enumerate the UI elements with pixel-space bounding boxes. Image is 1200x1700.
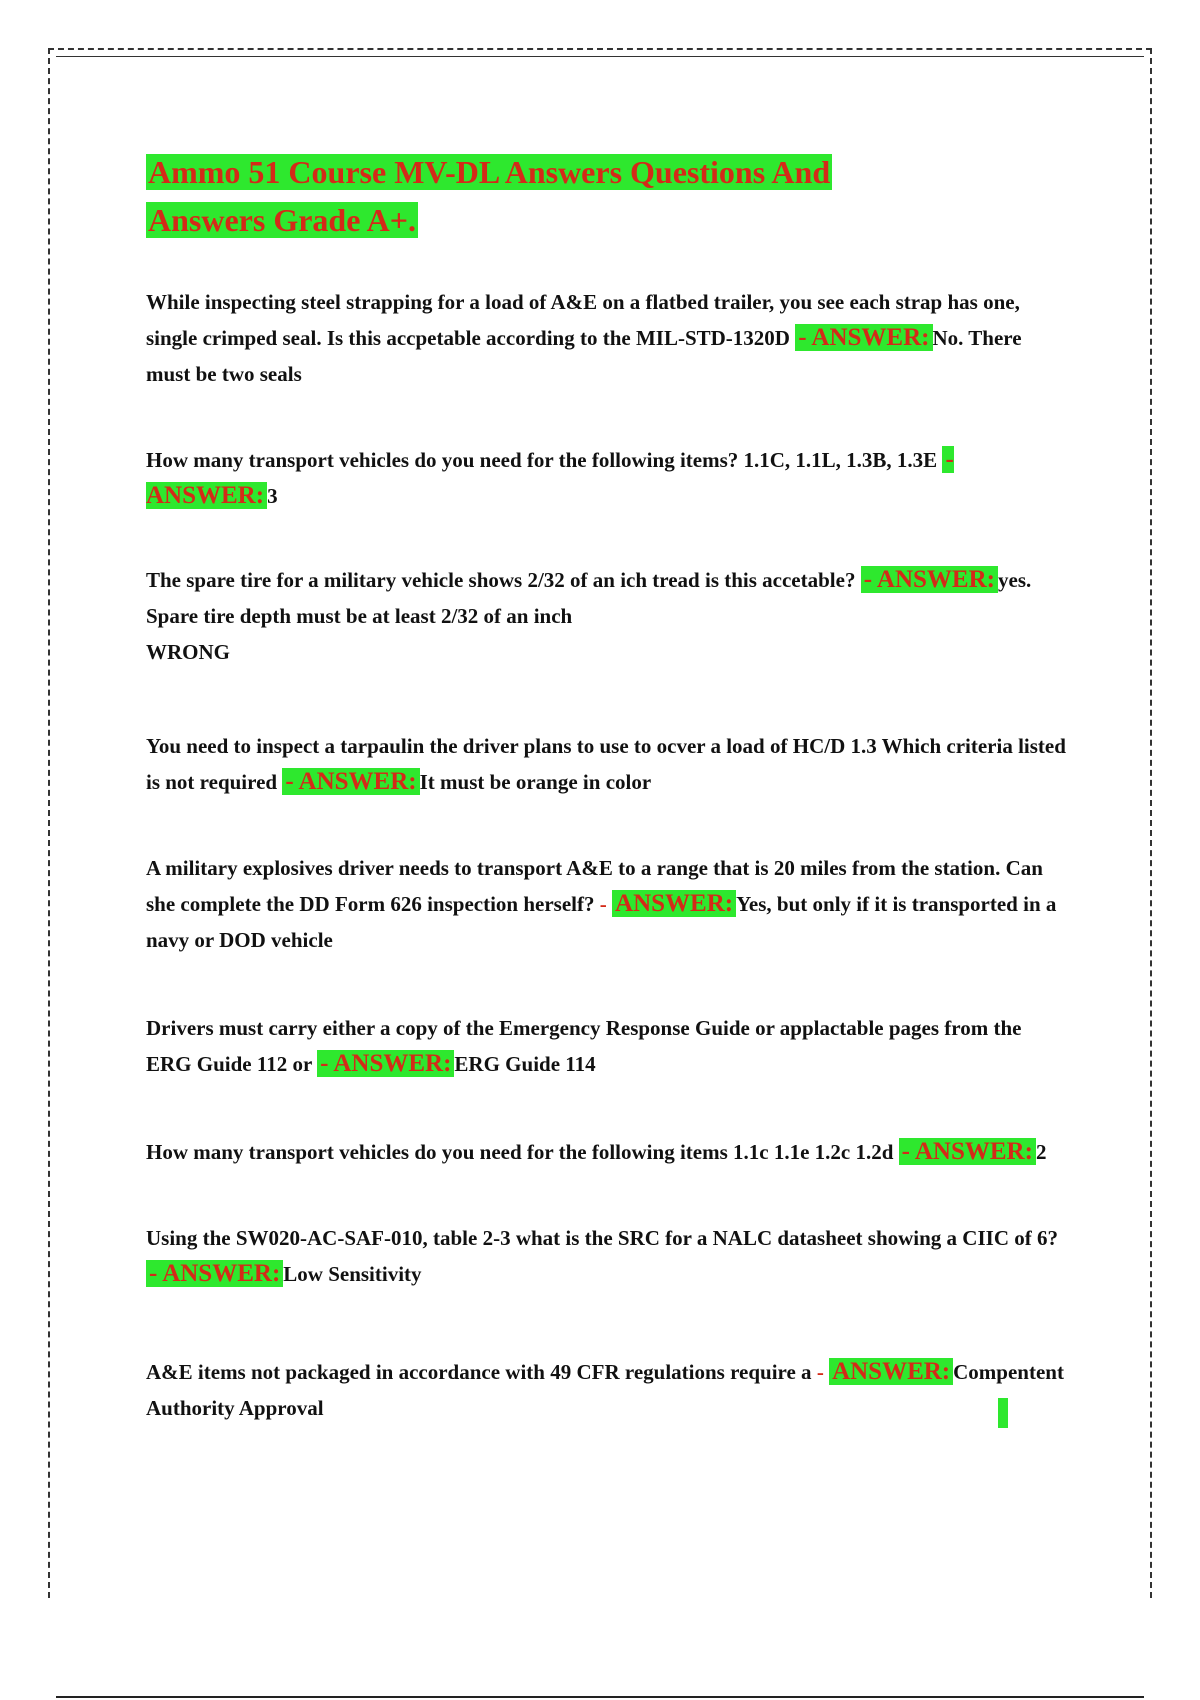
question-text: You need to inspect a tarpaulin the driver plans to use to ocver a load of HC/D 1.3 Which criteria listed is not required	[146, 734, 1066, 794]
qa-item	[146, 1220, 1066, 1292]
question-text: Using the SW020-AC-SAF-010, table 2-3 what is the SRC for a NALC datasheet showing a CIIC of 6?	[146, 1226, 1058, 1250]
answer-text: yes. Spare tire depth must be at least 2/32 of an inch	[146, 568, 1032, 628]
answer-note: WRONG	[146, 640, 230, 664]
question-text: A military explosives driver needs to transport A&E to a range that is 20 miles from the station. Can she complete the DD Form 626 inspection herself?	[146, 856, 1043, 916]
document-body	[146, 148, 1066, 1426]
answer-marker: - ANSWER:	[146, 446, 954, 509]
answer-text: 2	[1035, 1140, 1047, 1164]
question-text: How many transport vehicles do you need for the following items? 1.1C, 1.1L, 1.3B, 1.3E	[146, 448, 938, 472]
answer-text: Yes, but only if it is transported in a navy or DOD vehicle	[146, 892, 1057, 952]
question-text: How many transport vehicles do you need for the following items 1.1c 1.1e 1.2c 1.2d	[146, 1140, 894, 1164]
answer-text: 3	[267, 484, 278, 508]
answer-text: Low Sensitivity	[283, 1262, 422, 1286]
document-title: Ammo 51 Course MV-DL Answers Questions And Answers Grade A+.	[148, 154, 831, 238]
qa-item	[146, 562, 1066, 670]
answer-text: It must be orange in color	[419, 770, 652, 794]
answer-marker: - ANSWER:	[899, 1138, 1036, 1165]
qa-item	[146, 728, 1066, 800]
answer-marker: - ANSWER:	[861, 566, 998, 593]
answer-marker: - ANSWER:	[795, 324, 932, 351]
answer-text: No. There must be two seals	[146, 326, 1022, 386]
question-text: Drivers must carry either a copy of the Emergency Response Guide or applactable pages from the ERG Guide 112 or	[146, 1016, 1022, 1076]
answer-marker: - ANSWER:	[146, 1260, 283, 1287]
answer-marker: - ANSWER:	[317, 1050, 454, 1077]
question-text: While inspecting steel strapping for a load of A&E on a flatbed trailer, you see each strap has one, single crimped seal. Is this accpetable according to the MIL-STD-1320D	[146, 290, 1020, 350]
qa-item	[146, 1134, 1066, 1170]
question-text: A&E items not packaged in accordance with 49 CFR regulations require a	[146, 1360, 812, 1384]
footer-rule	[56, 1696, 1144, 1698]
qa-item	[146, 1010, 1066, 1082]
answer-marker: ANSWER:	[612, 890, 736, 917]
question-text: The spare tire for a military vehicle shows 2/32 of an ich tread is this accetable?	[146, 568, 856, 592]
qa-item: A military explosives driver needs to transport A&E to a range that is 20 miles from the station. Can she complete the DD Form 626 inspection herself? - ANSWER: Yes, but only if it is transported in a navy or DOD vehicle	[146, 856, 1057, 952]
answer-text: ERG Guide 114	[454, 1052, 596, 1076]
qa-item: A&E items not packaged in accordance with 49 CFR regulations require a - ANSWER: Compentent Authority Approval	[146, 1358, 1064, 1420]
answer-text: Compentent Authority Approval	[146, 1360, 1064, 1420]
qa-item	[146, 442, 1066, 514]
answer-marker: - ANSWER:	[282, 768, 419, 795]
qa-item	[146, 284, 1066, 392]
answer-marker: ANSWER:	[829, 1358, 953, 1385]
